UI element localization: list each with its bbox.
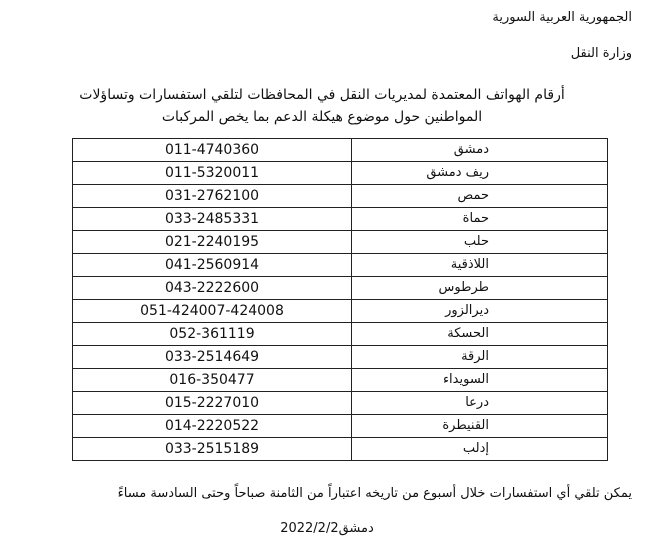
document-title: [12, 84, 632, 128]
table-row: [73, 277, 608, 300]
phone-number-cell: 043-2222600: [73, 277, 352, 300]
phone-number-cell: 041-2560914: [73, 254, 352, 277]
phone-number-cell: 033-2514649: [73, 346, 352, 369]
governorate-cell: إدلب: [352, 438, 608, 461]
phone-number-cell: 033-2485331: [73, 208, 352, 231]
governorate-cell: حمص: [352, 185, 608, 208]
table-row: [73, 139, 608, 162]
governorate-cell: السويداء: [352, 369, 608, 392]
title-line-1: أرقام الهواتف المعتمدة لمديريات النقل في المحافظات لتلقي استفسارات وتساؤلات: [79, 87, 565, 103]
table-row: [73, 254, 608, 277]
governorate-cell: حماة: [352, 208, 608, 231]
table-row: [73, 162, 608, 185]
footer-note: يمكن تلقي أي استفسارات خلال أسبوع من تاريخه اعتباراً من الثامنة صباحاً وحتى السادسة مساءً: [117, 486, 632, 501]
governorate-cell: الحسكة: [352, 323, 608, 346]
phone-table: [72, 138, 608, 461]
document-date: دمشق2022/2/2: [280, 521, 374, 536]
table-row: [73, 369, 608, 392]
phone-number-cell: 021-2240195: [73, 231, 352, 254]
table-row: [73, 323, 608, 346]
phone-number-cell: 011-4740360: [73, 139, 352, 162]
table-row: [73, 300, 608, 323]
phone-number-cell: 052-361119: [73, 323, 352, 346]
phone-number-cell: 016-350477: [73, 369, 352, 392]
governorate-cell: درعا: [352, 392, 608, 415]
phone-number-cell: 015-2227010: [73, 392, 352, 415]
phone-number-cell: 031-2762100: [73, 185, 352, 208]
governorate-cell: حلب: [352, 231, 608, 254]
country-header: الجمهورية العربية السورية: [492, 10, 632, 25]
phone-number-cell: 011-5320011: [73, 162, 352, 185]
table-row: [73, 185, 608, 208]
table-row: [73, 208, 608, 231]
title-line-2: المواطنين حول موضوع هيكلة الدعم بما يخص المركبات: [161, 109, 483, 125]
governorate-cell: طرطوس: [352, 277, 608, 300]
table-row: [73, 231, 608, 254]
governorate-cell: ديرالزور: [352, 300, 608, 323]
table-row: [73, 392, 608, 415]
governorate-cell: ريف دمشق: [352, 162, 608, 185]
table-row: [73, 346, 608, 369]
phone-number-cell: 033-2515189: [73, 438, 352, 461]
governorate-cell: الرقة: [352, 346, 608, 369]
governorate-cell: دمشق: [352, 139, 608, 162]
governorate-cell: اللاذقية: [352, 254, 608, 277]
phone-number-cell: 014-2220522: [73, 415, 352, 438]
ministry-header: وزارة النقل: [570, 46, 632, 61]
phone-number-cell: 051-424007-424008: [73, 300, 352, 323]
table-row: [73, 438, 608, 461]
governorate-cell: القنيطرة: [352, 415, 608, 438]
table-row: [73, 415, 608, 438]
